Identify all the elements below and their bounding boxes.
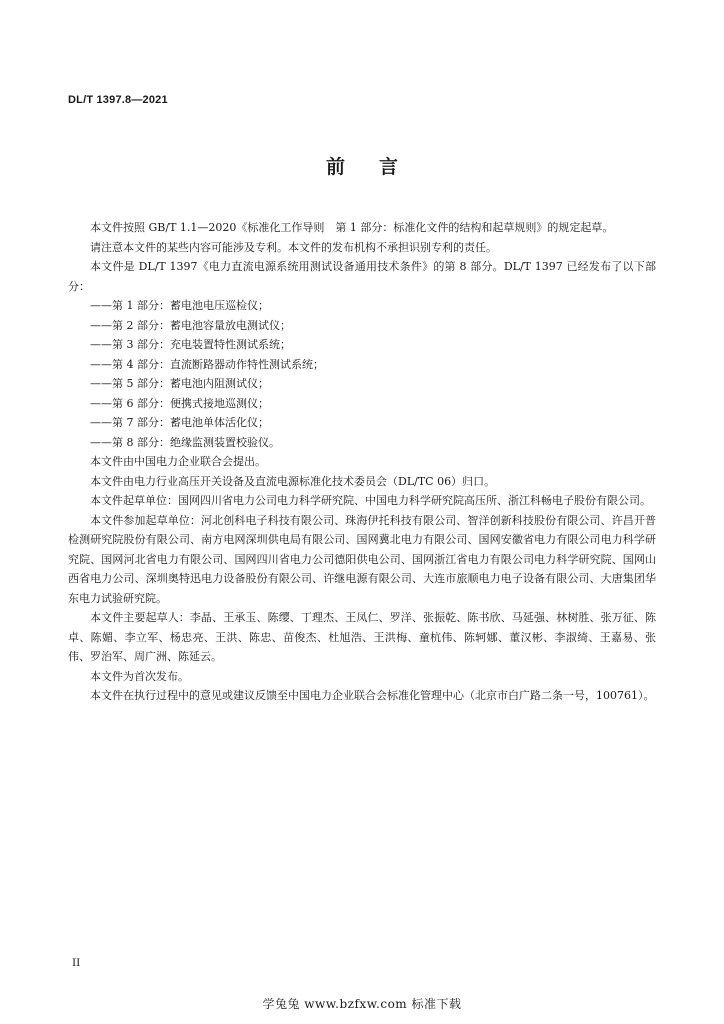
list-item: ——第 2 部分：蓄电池容量放电测试仪；: [90, 318, 291, 332]
foreword-body: [68, 218, 656, 706]
list-item: ——第 7 部分：蓄电池单体活化仪；: [90, 416, 269, 429]
paragraph: 本文件主要起草人：李晶、王承玉、陈缨、丁理杰、王凤仁、罗洋、张振乾、陈书欣、马延强、林树胜、张万征、陈卓、陈媚、李立军、杨忠亮、王洪、陈忠、苗俊杰、杜旭浩、王洪梅、童杭伟、陈轲娜、董汉彬、李淑绮、王嘉易、张伟、罗治军、周广洲、陈延云。: [68, 611, 656, 663]
paragraph: 本文件在执行过程中的意见或建议反馈至中国电力企业联合会标准化管理中心（北京市白广路二条一号，100761）。: [90, 689, 655, 702]
paragraph: 本文件由电力行业高压开关设备及直流电源标准化技术委员会（DL/TC 06）归口。: [90, 474, 496, 488]
paragraph: 本文件起草单位：国网四川省电力公司电力科学研究院、中国电力科学研究院高压所、浙江科畅电子股份有限公司。: [90, 494, 651, 507]
list-item: ——第 5 部分：蓄电池内阻测试仪；: [90, 377, 269, 390]
list-item: ——第 3 部分：充电装置特性测试系统；: [90, 338, 291, 351]
paragraph: 本文件参加起草单位：河北创科电子科技有限公司、珠海伊托科技有限公司、智洋创新科技股份有限公司、许昌开普检测研究院股份有限公司、南方电网深圳供电局有限公司、国网冀北电力有限公司、国网安徽省电力有限公司电力科学研究院、国网河北省电力有限公司、国网四川省电力公司德阳供电公司、国网浙江省电力有限公司电力科学研究院、国网山西省电力公司、深圳奥特迅电力设备股份有限公司、许继电源有限公司、大连市旅顺电力电子设备有限公司、大唐集团华东电力试验研究院。: [68, 513, 656, 605]
list-item: ——第 6 部分：便携式接地巡测仪；: [90, 396, 269, 410]
page-title: 前言: [325, 156, 432, 178]
list-item: ——第 4 部分：直流断路器动作特性测试系统；: [90, 357, 324, 371]
paragraph: 请注意本文件的某些内容可能涉及专利。本文件的发布机构不承担识别专利的责任。: [90, 240, 497, 254]
page-number: II: [72, 957, 81, 969]
standard-code: DL/T 1397.8—2021: [68, 94, 168, 106]
paragraph: 本文件是 DL/T 1397《电力直流电源系统用测试设备通用技术条件》的第 8 部分。DL/T 1397 已经发布了以下部分：: [68, 260, 656, 293]
paragraph: 本文件按照 GB/T 1.1—2020《标准化工作导则 第 1 部分：标准化文件的结构和起草规则》的规定起草。: [90, 221, 614, 234]
paragraph: 本文件为首次发布。: [90, 669, 189, 683]
list-item: ——第 8 部分：绝缘监测装置校验仪。: [90, 435, 280, 449]
list-item: ——第 1 部分：蓄电池电压巡检仪；: [90, 299, 269, 312]
footer-watermark: 学兔兔 www.bzfxw.com 标准下载: [262, 997, 462, 1011]
paragraph: 本文件由中国电力企业联合会提出。: [90, 455, 266, 468]
